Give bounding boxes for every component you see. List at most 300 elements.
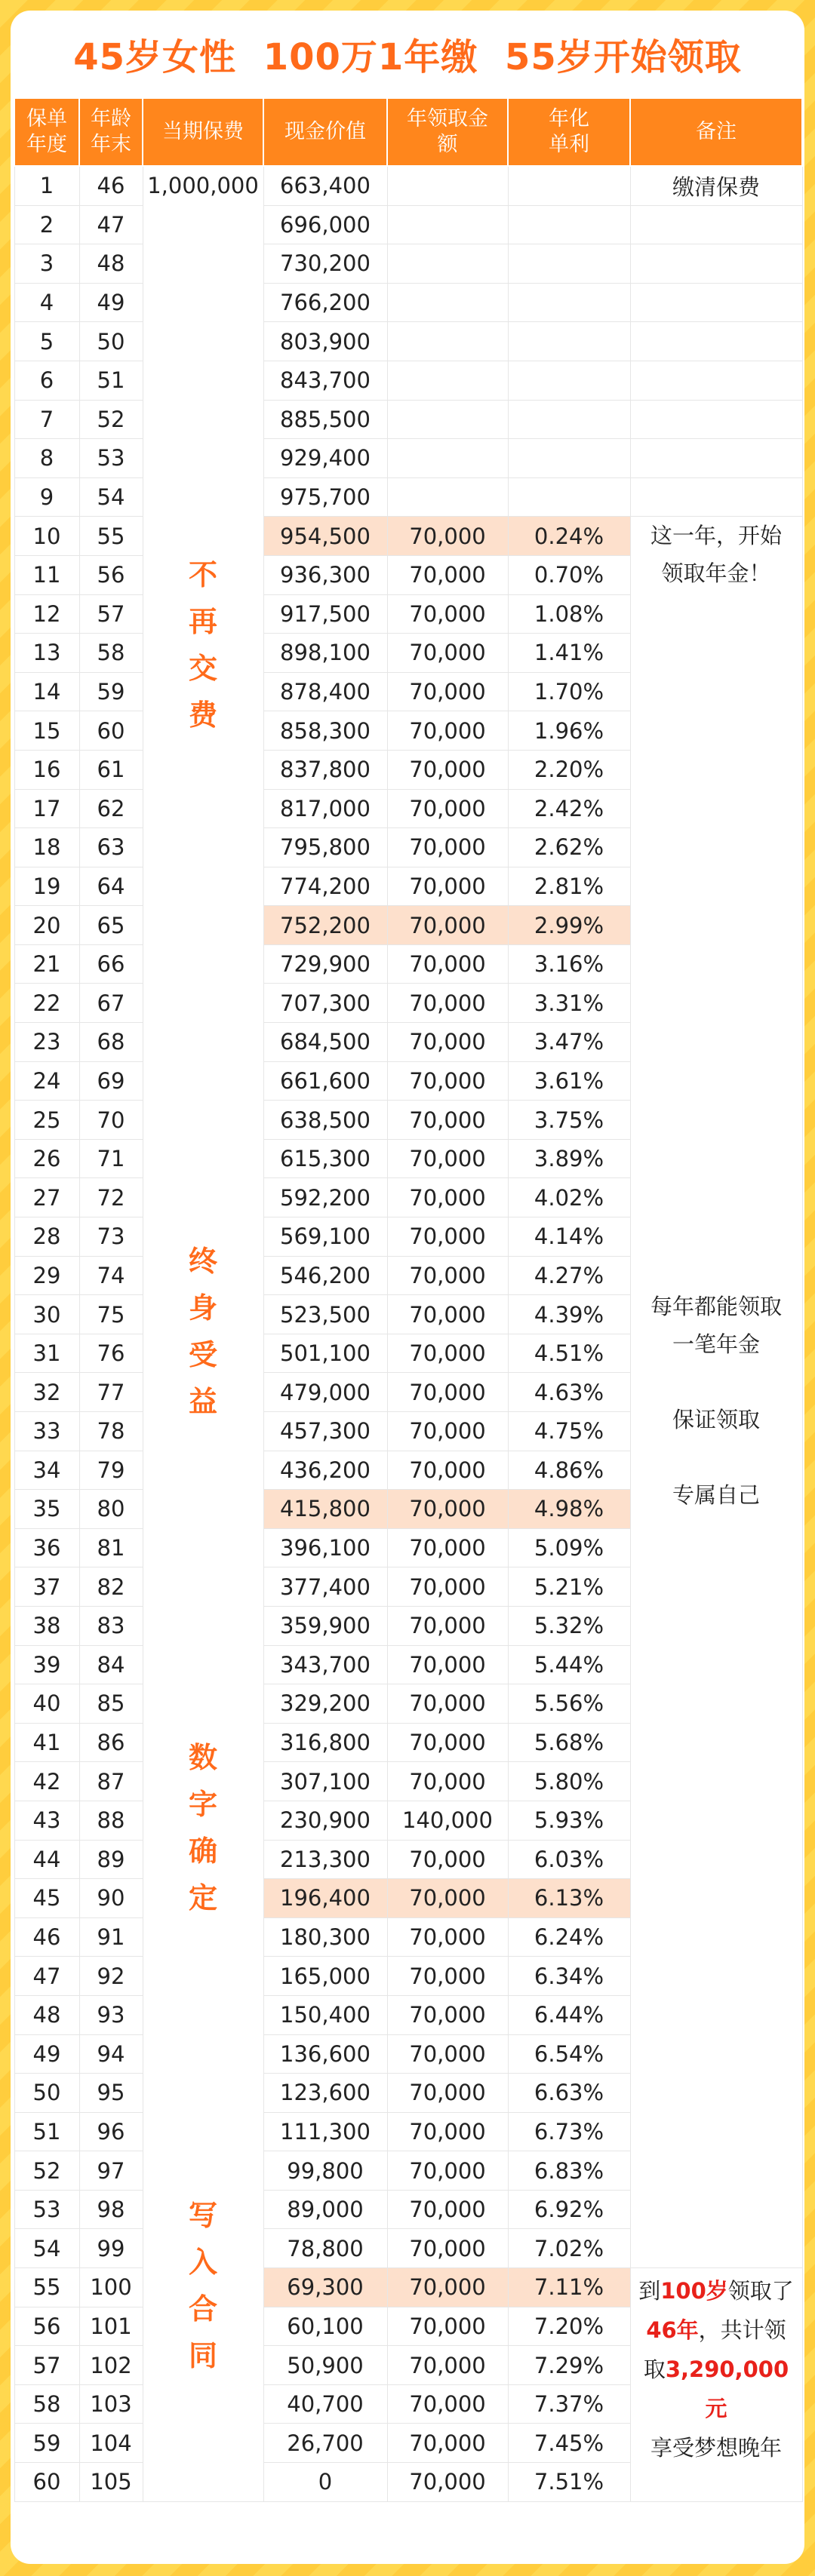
- cell-simple-rate: 3.61%: [508, 1061, 630, 1101]
- vertical-phrase-char: 再: [188, 604, 217, 638]
- cell-annual-payout: 70,000: [387, 1606, 508, 1645]
- cell-simple-rate: 2.99%: [508, 906, 630, 945]
- remark-line: 一笔年金: [672, 1331, 760, 1358]
- cell-age: 89: [79, 1840, 143, 1879]
- cell-cash-value: 661,600: [263, 1061, 387, 1101]
- cell-age: 81: [79, 1528, 143, 1567]
- cell-policy-year: 24: [14, 1061, 79, 1101]
- cell-annual-payout: 70,000: [387, 2190, 508, 2229]
- cell-annual-payout: 70,000: [387, 1178, 508, 1217]
- cell-annual-payout: [387, 205, 508, 244]
- cell-cash-value: 396,100: [263, 1528, 387, 1567]
- vertical-phrase-char: 数: [188, 1741, 217, 1775]
- cell-annual-payout: [387, 283, 508, 322]
- cell-age: 98: [79, 2190, 143, 2229]
- cell-annual-payout: 70,000: [387, 1023, 508, 1062]
- highlight-unit: 元: [705, 2396, 727, 2422]
- cell-policy-year: 36: [14, 1528, 79, 1567]
- remark-line: [631, 1363, 802, 1401]
- cell-annual-payout: 70,000: [387, 1295, 508, 1334]
- cell-cash-value: 546,200: [263, 1256, 387, 1295]
- header-line: 年领取金: [407, 107, 488, 130]
- cell-simple-rate: [508, 205, 630, 244]
- cell-cash-value: 615,300: [263, 1139, 387, 1178]
- cell-annual-payout: 70,000: [387, 594, 508, 634]
- remark-summary: [631, 2271, 802, 2467]
- cell-age: 77: [79, 1373, 143, 1412]
- cell-cash-value: 638,500: [263, 1101, 387, 1140]
- cell-simple-rate: 6.03%: [508, 1840, 630, 1879]
- cell-simple-rate: 4.63%: [508, 1373, 630, 1412]
- table-row: [14, 400, 802, 439]
- cell-age: 51: [79, 361, 143, 400]
- cell-annual-payout: [387, 439, 508, 478]
- cell-age: 103: [79, 2384, 143, 2424]
- cell-simple-rate: [508, 244, 630, 284]
- cell-policy-year: 16: [14, 750, 79, 789]
- vertical-phrase-char: 字: [188, 1788, 217, 1822]
- text: 到: [638, 2278, 661, 2304]
- cell-simple-rate: 7.37%: [508, 2384, 630, 2424]
- cell-premium: 1,000,000: [147, 173, 259, 198]
- cell-simple-rate: [508, 439, 630, 478]
- cell-age: 84: [79, 1645, 143, 1684]
- cell-policy-year: 7: [14, 400, 79, 439]
- cell-cash-value: 111,300: [263, 2112, 387, 2151]
- cell-policy-year: 30: [14, 1295, 79, 1334]
- cell-simple-rate: 5.32%: [508, 1606, 630, 1645]
- cell-simple-rate: [508, 361, 630, 400]
- cell-cash-value: 78,800: [263, 2229, 387, 2268]
- cell-policy-year: 3: [14, 244, 79, 284]
- header-remark: 备注: [630, 98, 802, 166]
- cell-simple-rate: 6.34%: [508, 1957, 630, 1996]
- cell-age: 76: [79, 1334, 143, 1373]
- remark-block-end: [630, 2268, 802, 2502]
- cell-policy-year: 5: [14, 322, 79, 361]
- cell-remark: [630, 283, 802, 322]
- cell-annual-payout: [387, 322, 508, 361]
- cell-age: 57: [79, 594, 143, 634]
- cell-policy-year: 33: [14, 1412, 79, 1451]
- header-line: 年末: [91, 133, 131, 156]
- table-row: [14, 322, 802, 361]
- cell-policy-year: 31: [14, 1334, 79, 1373]
- cell-age: 88: [79, 1801, 143, 1840]
- vertical-phrase: [143, 1734, 263, 1921]
- premium-column: [143, 166, 263, 2501]
- cell-annual-payout: 70,000: [387, 634, 508, 673]
- illustration-card: [11, 11, 804, 2564]
- cell-annual-payout: 70,000: [387, 1567, 508, 1607]
- highlight-total: 3,290,000: [665, 2356, 789, 2383]
- cell-cash-value: 501,100: [263, 1334, 387, 1373]
- cell-age: 63: [79, 828, 143, 867]
- cell-age: 54: [79, 477, 143, 517]
- cell-simple-rate: 5.80%: [508, 1762, 630, 1801]
- cell-cash-value: 878,400: [263, 672, 387, 711]
- cell-simple-rate: 3.31%: [508, 984, 630, 1023]
- cell-policy-year: 26: [14, 1139, 79, 1178]
- cell-policy-year: 23: [14, 1023, 79, 1062]
- cell-simple-rate: 6.92%: [508, 2190, 630, 2229]
- cell-annual-payout: 70,000: [387, 1684, 508, 1724]
- cell-age: 78: [79, 1412, 143, 1451]
- table-row: [14, 517, 802, 556]
- cell-age: 86: [79, 1723, 143, 1762]
- cell-cash-value: 180,300: [263, 1917, 387, 1957]
- cell-annual-payout: 70,000: [387, 2151, 508, 2191]
- cell-annual-payout: 70,000: [387, 1334, 508, 1373]
- cell-cash-value: 316,800: [263, 1723, 387, 1762]
- header-line: 年化: [549, 107, 589, 130]
- cell-annual-payout: 70,000: [387, 2268, 508, 2307]
- cell-simple-rate: 7.02%: [508, 2229, 630, 2268]
- cell-cash-value: 479,000: [263, 1373, 387, 1412]
- text: ，共计领: [698, 2317, 786, 2344]
- cell-cash-value: 707,300: [263, 984, 387, 1023]
- page-title: 45岁女性 100万1年缴 55岁开始领取: [73, 36, 742, 78]
- cell-age: 62: [79, 789, 143, 828]
- cell-policy-year: 1: [14, 166, 79, 205]
- cell-simple-rate: 7.11%: [508, 2268, 630, 2307]
- cell-policy-year: 40: [14, 1684, 79, 1724]
- cell-annual-payout: 70,000: [387, 517, 508, 556]
- cell-age: 92: [79, 1957, 143, 1996]
- cell-policy-year: 18: [14, 828, 79, 867]
- cell-age: 48: [79, 244, 143, 284]
- cell-age: 96: [79, 2112, 143, 2151]
- cell-cash-value: 766,200: [263, 283, 387, 322]
- cell-annual-payout: 70,000: [387, 1061, 508, 1101]
- cell-cash-value: 150,400: [263, 1995, 387, 2034]
- cell-annual-payout: 70,000: [387, 1101, 508, 1140]
- cell-simple-rate: [508, 283, 630, 322]
- cell-policy-year: 43: [14, 1801, 79, 1840]
- cell-cash-value: 415,800: [263, 1490, 387, 1529]
- cell-annual-payout: 70,000: [387, 1995, 508, 2034]
- cell-cash-value: 684,500: [263, 1023, 387, 1062]
- text: 享受梦想晚年: [650, 2435, 782, 2461]
- cell-policy-year: 52: [14, 2151, 79, 2191]
- cell-cash-value: 99,800: [263, 2151, 387, 2191]
- cell-simple-rate: 6.63%: [508, 2074, 630, 2113]
- cell-age: 101: [79, 2307, 143, 2346]
- cell-policy-year: 41: [14, 1723, 79, 1762]
- cell-annual-payout: 70,000: [387, 2384, 508, 2424]
- cell-cash-value: 123,600: [263, 2074, 387, 2113]
- cell-policy-year: 42: [14, 1762, 79, 1801]
- cell-simple-rate: 1.41%: [508, 634, 630, 673]
- cell-age: 74: [79, 1256, 143, 1295]
- cell-annual-payout: 70,000: [387, 1723, 508, 1762]
- table-row: [14, 2268, 802, 2307]
- cell-policy-year: 38: [14, 1606, 79, 1645]
- cell-simple-rate: 7.29%: [508, 2346, 630, 2385]
- cell-cash-value: 136,600: [263, 2034, 387, 2074]
- remark-line: [631, 2389, 802, 2428]
- header-policy-year: [14, 98, 79, 166]
- cell-simple-rate: 5.56%: [508, 1684, 630, 1724]
- vertical-phrase: [143, 551, 263, 738]
- cell-annual-payout: 70,000: [387, 2229, 508, 2268]
- cell-annual-payout: 70,000: [387, 555, 508, 594]
- table-header: [14, 98, 802, 166]
- cell-simple-rate: 4.39%: [508, 1295, 630, 1334]
- cell-policy-year: 4: [14, 283, 79, 322]
- cell-remark: [630, 400, 802, 439]
- remark-line: 每年都能领取: [650, 1294, 782, 1320]
- cell-age: 50: [79, 322, 143, 361]
- cell-cash-value: 696,000: [263, 205, 387, 244]
- cell-cash-value: 803,900: [263, 322, 387, 361]
- cell-age: 85: [79, 1684, 143, 1724]
- cell-policy-year: 58: [14, 2384, 79, 2424]
- cell-policy-year: 20: [14, 906, 79, 945]
- cell-remark: [630, 439, 802, 478]
- cell-annual-payout: 70,000: [387, 1490, 508, 1529]
- cell-age: 100: [79, 2268, 143, 2307]
- vertical-phrase-char: 定: [188, 1881, 217, 1915]
- cell-simple-rate: 3.16%: [508, 944, 630, 984]
- vertical-phrase-char: 合: [188, 2292, 217, 2326]
- vertical-phrase-char: 益: [188, 1385, 217, 1419]
- cell-cash-value: 929,400: [263, 439, 387, 478]
- cell-policy-year: 27: [14, 1178, 79, 1217]
- cell-annual-payout: 70,000: [387, 1957, 508, 1996]
- cell-simple-rate: 6.83%: [508, 2151, 630, 2191]
- cell-cash-value: 858,300: [263, 711, 387, 751]
- cell-simple-rate: 7.45%: [508, 2424, 630, 2463]
- cell-remark: [630, 244, 802, 284]
- cell-remark: 缴清保费: [630, 166, 802, 205]
- cell-policy-year: 29: [14, 1256, 79, 1295]
- header-premium: 当期保费: [143, 98, 263, 166]
- cell-age: 46: [79, 166, 143, 205]
- cell-simple-rate: 3.47%: [508, 1023, 630, 1062]
- cell-simple-rate: 3.89%: [508, 1139, 630, 1178]
- cell-cash-value: 359,900: [263, 1606, 387, 1645]
- cell-simple-rate: 0.24%: [508, 517, 630, 556]
- cell-age: 91: [79, 1917, 143, 1957]
- cell-policy-year: 49: [14, 2034, 79, 2074]
- cell-policy-year: 22: [14, 984, 79, 1023]
- cell-simple-rate: [508, 400, 630, 439]
- cell-annual-payout: 70,000: [387, 984, 508, 1023]
- cell-policy-year: 9: [14, 477, 79, 517]
- cell-annual-payout: 70,000: [387, 1256, 508, 1295]
- cell-simple-rate: 5.93%: [508, 1801, 630, 1840]
- remark-line: [631, 2310, 802, 2350]
- cell-annual-payout: 70,000: [387, 2112, 508, 2151]
- cell-simple-rate: 6.24%: [508, 1917, 630, 1957]
- cell-age: 68: [79, 1023, 143, 1062]
- cell-policy-year: 54: [14, 2229, 79, 2268]
- cell-annual-payout: 70,000: [387, 2463, 508, 2502]
- header-simple-rate: [508, 98, 630, 166]
- cell-cash-value: 343,700: [263, 1645, 387, 1684]
- cell-annual-payout: 70,000: [387, 1879, 508, 1918]
- cell-simple-rate: 6.13%: [508, 1879, 630, 1918]
- cell-cash-value: 774,200: [263, 867, 387, 906]
- benefit-table: [14, 97, 803, 2502]
- vertical-phrase-char: 身: [188, 1291, 217, 1325]
- cell-cash-value: 329,200: [263, 1684, 387, 1724]
- cell-policy-year: 39: [14, 1645, 79, 1684]
- cell-policy-year: 12: [14, 594, 79, 634]
- cell-annual-payout: 70,000: [387, 711, 508, 751]
- cell-simple-rate: 4.27%: [508, 1256, 630, 1295]
- highlight-age: 100岁: [660, 2278, 728, 2304]
- cell-annual-payout: 70,000: [387, 1139, 508, 1178]
- cell-policy-year: 34: [14, 1451, 79, 1490]
- cell-age: 64: [79, 867, 143, 906]
- vertical-phrase: [143, 2192, 263, 2379]
- cell-simple-rate: 4.14%: [508, 1217, 630, 1257]
- cell-policy-year: 17: [14, 789, 79, 828]
- cell-policy-year: 25: [14, 1101, 79, 1140]
- cell-cash-value: 0: [263, 2463, 387, 2502]
- cell-age: 56: [79, 555, 143, 594]
- header-cash-value: 现金价值: [263, 98, 387, 166]
- highlight-years: 46年: [646, 2317, 699, 2344]
- cell-age: 97: [79, 2151, 143, 2191]
- cell-policy-year: 2: [14, 205, 79, 244]
- cell-cash-value: 936,300: [263, 555, 387, 594]
- header-line: 年龄: [91, 107, 131, 130]
- cell-policy-year: 44: [14, 1840, 79, 1879]
- vertical-phrase-char: 费: [188, 698, 217, 732]
- cell-cash-value: 457,300: [263, 1412, 387, 1451]
- header-annual-payout: [387, 98, 508, 166]
- cell-annual-payout: 70,000: [387, 1645, 508, 1684]
- text: 领取了: [727, 2278, 794, 2304]
- cell-cash-value: 569,100: [263, 1217, 387, 1257]
- cell-policy-year: 32: [14, 1373, 79, 1412]
- cell-age: 52: [79, 400, 143, 439]
- cell-policy-year: 47: [14, 1957, 79, 1996]
- cell-cash-value: 592,200: [263, 1178, 387, 1217]
- cell-annual-payout: 70,000: [387, 1528, 508, 1567]
- cell-age: 61: [79, 750, 143, 789]
- cell-annual-payout: 70,000: [387, 867, 508, 906]
- cell-age: 65: [79, 906, 143, 945]
- cell-annual-payout: [387, 400, 508, 439]
- cell-simple-rate: 1.96%: [508, 711, 630, 751]
- cell-simple-rate: 4.75%: [508, 1412, 630, 1451]
- cell-policy-year: 13: [14, 634, 79, 673]
- cell-annual-payout: [387, 166, 508, 205]
- cell-cash-value: 213,300: [263, 1840, 387, 1879]
- cell-simple-rate: 6.54%: [508, 2034, 630, 2074]
- cell-cash-value: 898,100: [263, 634, 387, 673]
- cell-annual-payout: 70,000: [387, 2346, 508, 2385]
- cell-cash-value: 26,700: [263, 2424, 387, 2463]
- vertical-phrase-char: 不: [188, 557, 217, 591]
- remark-block-middle: [630, 517, 802, 2268]
- cell-age: 72: [79, 1178, 143, 1217]
- cell-policy-year: 45: [14, 1879, 79, 1918]
- cell-age: 47: [79, 205, 143, 244]
- cell-cash-value: 729,900: [263, 944, 387, 984]
- cell-annual-payout: [387, 477, 508, 517]
- cell-cash-value: 817,000: [263, 789, 387, 828]
- cell-policy-year: 21: [14, 944, 79, 984]
- cell-simple-rate: 1.08%: [508, 594, 630, 634]
- cell-policy-year: 14: [14, 672, 79, 711]
- cell-simple-rate: 5.21%: [508, 1567, 630, 1607]
- vertical-phrase-char: 终: [188, 1245, 217, 1279]
- cell-policy-year: 15: [14, 711, 79, 751]
- cell-annual-payout: 70,000: [387, 1451, 508, 1490]
- vertical-phrase-char: 同: [188, 2339, 217, 2373]
- cell-simple-rate: 6.44%: [508, 1995, 630, 2034]
- cell-simple-rate: 2.81%: [508, 867, 630, 906]
- cell-policy-year: 11: [14, 555, 79, 594]
- cell-cash-value: 663,400: [263, 166, 387, 205]
- cell-policy-year: 8: [14, 439, 79, 478]
- cell-age: 69: [79, 1061, 143, 1101]
- cell-age: 99: [79, 2229, 143, 2268]
- remark-line: [631, 2271, 802, 2310]
- cell-age: 53: [79, 439, 143, 478]
- cell-age: 93: [79, 1995, 143, 2034]
- text: 取: [643, 2356, 666, 2383]
- header-line: 单利: [549, 133, 589, 156]
- cell-age: 66: [79, 944, 143, 984]
- cell-age: 95: [79, 2074, 143, 2113]
- header-line: 年度: [26, 133, 67, 156]
- remark-line: 专属自己: [672, 1482, 760, 1509]
- remark-line: [631, 2350, 802, 2389]
- cell-policy-year: 60: [14, 2463, 79, 2502]
- cell-policy-year: 37: [14, 1567, 79, 1607]
- cell-annual-payout: 70,000: [387, 1917, 508, 1957]
- table-row: [14, 166, 802, 205]
- cell-policy-year: 50: [14, 2074, 79, 2113]
- cell-cash-value: 40,700: [263, 2384, 387, 2424]
- cell-annual-payout: 70,000: [387, 944, 508, 984]
- remark-line: 领取年金！: [661, 560, 771, 587]
- cell-age: 104: [79, 2424, 143, 2463]
- cell-policy-year: 48: [14, 1995, 79, 2034]
- cell-age: 82: [79, 1567, 143, 1607]
- cell-age: 87: [79, 1762, 143, 1801]
- cell-age: 71: [79, 1139, 143, 1178]
- cell-policy-year: 55: [14, 2268, 79, 2307]
- cell-annual-payout: 140,000: [387, 1801, 508, 1840]
- cell-policy-year: 6: [14, 361, 79, 400]
- vertical-phrase-char: 交: [188, 651, 217, 685]
- cell-age: 105: [79, 2463, 143, 2502]
- cell-annual-payout: 70,000: [387, 1762, 508, 1801]
- cell-cash-value: 954,500: [263, 517, 387, 556]
- header-line: 保单: [26, 107, 67, 130]
- remark-line: [631, 2428, 802, 2467]
- vertical-phrase-char: 入: [188, 2246, 217, 2280]
- cell-cash-value: 917,500: [263, 594, 387, 634]
- cell-age: 70: [79, 1101, 143, 1140]
- cell-simple-rate: 5.68%: [508, 1723, 630, 1762]
- cell-annual-payout: 70,000: [387, 789, 508, 828]
- cell-annual-payout: 70,000: [387, 1412, 508, 1451]
- cell-policy-year: 46: [14, 1917, 79, 1957]
- vertical-phrase-char: 确: [188, 1835, 217, 1868]
- cell-simple-rate: 7.51%: [508, 2463, 630, 2502]
- cell-age: 75: [79, 1295, 143, 1334]
- cell-remark: [630, 322, 802, 361]
- cell-cash-value: 436,200: [263, 1451, 387, 1490]
